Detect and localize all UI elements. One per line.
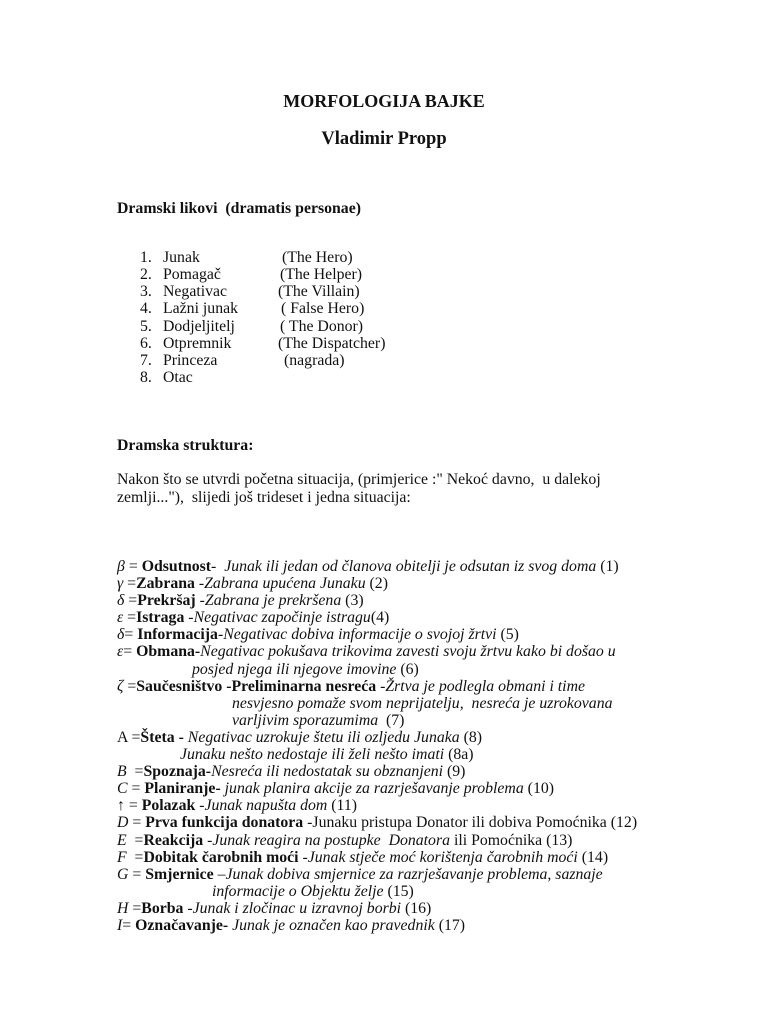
function-line xyxy=(117,678,757,695)
function-line xyxy=(117,849,757,866)
function-name: Smjernice xyxy=(145,865,214,883)
function-description: -Negativac dobiva informacije o svojoj žrtvi xyxy=(217,626,497,644)
function-line xyxy=(117,592,757,609)
function-number: (14) xyxy=(577,848,609,866)
function-line xyxy=(117,797,757,814)
document-title: MORFOLOGIJA BAJKE xyxy=(283,91,485,111)
function-item-13 xyxy=(117,832,757,849)
character-name: Negativac xyxy=(163,283,228,301)
function-item-16 xyxy=(117,900,757,917)
function-line xyxy=(117,558,757,575)
function-equals: = xyxy=(123,677,137,695)
function-symbol: γ xyxy=(117,575,124,593)
function-description: -Junak stječe moć korištenja čarobnih moći xyxy=(298,848,578,866)
function-line xyxy=(117,626,757,643)
function-item-4 xyxy=(117,609,757,626)
function-item-8 xyxy=(117,729,757,763)
list-number: 1. xyxy=(140,249,152,266)
character-role: ( False Hero) xyxy=(281,300,365,318)
function-line xyxy=(117,643,757,660)
function-number: (11) xyxy=(327,797,357,815)
function-line xyxy=(117,780,757,797)
function-variant-line xyxy=(117,746,757,763)
function-description: -Junak reagira na postupke Donatora xyxy=(203,831,451,849)
function-line xyxy=(117,609,757,626)
function-equals: = xyxy=(124,592,138,610)
function-name: Šteta - xyxy=(140,728,184,746)
function-name: Reakcija xyxy=(143,831,204,849)
function-continuation-line xyxy=(117,661,757,678)
function-description: -Zabrana upućena Junaku xyxy=(194,575,366,593)
function-number: (13) xyxy=(542,831,573,849)
section-heading-structure: Dramska struktura: xyxy=(117,437,254,454)
function-name: Borba xyxy=(141,899,184,917)
list-item xyxy=(0,249,768,266)
function-description: Junak je označen kao pravednik xyxy=(228,916,435,934)
character-name: Lažni junak xyxy=(163,300,239,318)
list-number: 6. xyxy=(140,334,152,352)
function-description: -Junak i zločinac u izravnoj borbi xyxy=(183,899,402,917)
function-symbol: β xyxy=(117,558,125,575)
list-number: 7. xyxy=(140,351,152,369)
function-equals: = xyxy=(124,626,138,644)
function-symbol: I xyxy=(117,916,123,934)
function-number: (1) xyxy=(596,558,619,575)
character-role: ( The Donor) xyxy=(280,317,364,335)
function-symbol: D xyxy=(117,814,129,832)
function-symbol: B xyxy=(117,763,127,781)
list-item xyxy=(0,369,768,386)
function-number: (6) xyxy=(396,660,419,678)
function-number: (17) xyxy=(434,916,466,934)
function-description-continued: varljivim sporazumima xyxy=(232,711,379,729)
function-equals: = xyxy=(127,780,145,798)
character-role: (The Helper) xyxy=(280,266,363,284)
function-variant-number: (8a) xyxy=(444,746,474,764)
function-item-3 xyxy=(117,592,757,609)
function-description: -Junaku pristupa Donator ili dobiva Pomoćnika xyxy=(303,814,607,832)
function-continuation-line xyxy=(117,883,757,900)
function-item-6 xyxy=(117,643,757,677)
function-line xyxy=(117,575,757,592)
list-item xyxy=(0,318,768,335)
function-name: Zabrana xyxy=(136,575,195,593)
character-name: Otpremnik xyxy=(163,334,232,352)
function-line xyxy=(117,917,757,934)
function-name: Spoznaja- xyxy=(143,763,212,781)
function-description: -Negativac započinje istragu xyxy=(184,609,371,627)
function-symbol: A xyxy=(117,728,128,746)
function-item-5 xyxy=(117,626,757,643)
character-name: Junak xyxy=(163,249,200,266)
function-continuation-line xyxy=(117,695,757,712)
function-number: (9) xyxy=(443,763,466,781)
function-symbol: δ xyxy=(117,592,125,610)
function-equals: = xyxy=(127,728,141,746)
intro-paragraph xyxy=(117,471,601,507)
function-number: (16) xyxy=(401,899,432,917)
function-number: (3) xyxy=(341,592,364,610)
function-name: Obmana- xyxy=(136,643,201,661)
function-symbol: ζ xyxy=(117,677,124,695)
function-line xyxy=(117,729,757,746)
character-name: Dodjeljitelj xyxy=(163,317,235,335)
function-description: -Zabrana je prekršena xyxy=(195,592,342,610)
intro-line: Nakon što se utvrdi početna situacija, (primjerice :" Nekoć davno, u dalekoj xyxy=(117,471,601,488)
function-name: Planiranje- xyxy=(144,780,221,798)
up-arrow-symbol: ↑ xyxy=(117,797,125,815)
list-number: 2. xyxy=(140,266,152,284)
list-number: 3. xyxy=(140,283,152,301)
function-description: Negativac pokušava trikovima zavesti svoju žrtvu kako bi došao u xyxy=(200,643,616,661)
function-item-10 xyxy=(117,780,757,797)
function-item-15 xyxy=(117,866,757,900)
function-number: (7) xyxy=(378,711,405,729)
function-item-1 xyxy=(117,558,757,575)
function-equals: = xyxy=(124,558,142,575)
function-item-12 xyxy=(117,814,757,831)
function-name: Polazak xyxy=(141,797,196,815)
list-item xyxy=(0,300,768,317)
function-name: Istraga xyxy=(136,609,185,627)
function-description: - Junak ili jedan od članova obitelji je odsutan iz svog doma xyxy=(211,558,597,575)
function-number: (8) xyxy=(459,728,483,746)
function-equals: = xyxy=(128,865,146,883)
character-role: (nagrada) xyxy=(284,351,345,369)
function-number: (12) xyxy=(606,814,638,832)
function-number: (5) xyxy=(496,626,519,644)
character-name: Otac xyxy=(163,368,193,386)
function-item-14 xyxy=(117,849,757,866)
function-symbol: ε xyxy=(117,609,124,627)
function-symbol: E xyxy=(117,831,127,849)
function-line xyxy=(117,763,757,780)
function-description: -Junak napušta dom xyxy=(195,797,328,815)
function-symbol: G xyxy=(117,865,129,883)
section-heading-characters: Dramski likovi (dramatis personae) xyxy=(117,200,361,217)
function-description-plain: ili Pomoćnika xyxy=(450,831,543,849)
functions-list xyxy=(117,558,757,934)
character-name: Pomagač xyxy=(163,266,221,284)
characters-list xyxy=(0,249,768,386)
character-role: (The Dispatcher) xyxy=(278,334,386,352)
function-variant-description: Junaku nešto nedostaje ili želi nešto imati xyxy=(180,746,445,764)
function-line xyxy=(117,866,757,883)
function-name: Odsutnost xyxy=(141,558,212,575)
function-name: Informacija xyxy=(137,626,218,644)
function-name: Prekršaj xyxy=(137,592,196,610)
function-name: Prva funkcija donatora xyxy=(145,814,304,832)
function-item-7 xyxy=(117,678,757,729)
function-symbol: F xyxy=(117,848,127,866)
function-number: (4) xyxy=(370,609,390,627)
list-item xyxy=(0,335,768,352)
function-equals: = xyxy=(126,763,144,781)
function-description: -Žrtva je podlegla obmani i time xyxy=(376,677,585,695)
function-item-2 xyxy=(117,575,757,592)
character-role: (The Villain) xyxy=(278,283,360,301)
function-continuation-line xyxy=(117,712,757,729)
function-number: (10) xyxy=(523,780,555,798)
function-description: Nesreća ili nedostatak su obznanjeni xyxy=(211,763,444,781)
function-equals: = xyxy=(128,814,146,832)
function-equals: = xyxy=(128,899,142,917)
function-symbol: C xyxy=(117,780,128,798)
list-item xyxy=(0,352,768,369)
function-line xyxy=(117,832,757,849)
function-symbol: ε xyxy=(117,643,124,661)
list-number: 4. xyxy=(140,300,152,318)
function-description: Negativac uzrokuje štetu ili ozljedu Junaka xyxy=(183,728,460,746)
function-name: Saučesništvo -Preliminarna nesreća xyxy=(136,677,377,695)
function-line xyxy=(117,900,757,917)
function-equals: = xyxy=(123,575,137,593)
function-number: (2) xyxy=(365,575,388,593)
function-symbol: δ xyxy=(117,626,125,644)
document-author: Vladimir Propp xyxy=(321,129,447,149)
function-description: –Junak dobiva smjernice za razrješavanje problema, saznaje xyxy=(213,865,603,883)
function-item-9 xyxy=(117,763,757,780)
function-item-11 xyxy=(117,797,757,814)
function-equals: = xyxy=(124,797,142,815)
function-equals: = xyxy=(126,831,144,849)
function-description-continued: posjed njega ili njegove imovine xyxy=(192,660,397,678)
list-item xyxy=(0,266,768,283)
function-description: junak planira akcije za razrješavanje problema xyxy=(220,780,524,798)
function-line xyxy=(117,814,757,831)
function-equals: = xyxy=(123,643,137,661)
function-name: Označavanje- xyxy=(135,916,229,934)
intro-line: zemlji..."), slijedi još trideset i jedna situacija: xyxy=(117,489,411,506)
function-equals: = xyxy=(122,916,136,934)
function-equals: = xyxy=(126,848,144,866)
function-equals: = xyxy=(123,609,137,627)
character-role: (The Hero) xyxy=(282,249,353,266)
function-description-continued: nesvjesno pomaže svom neprijatelju, nesreća je uzrokovana xyxy=(232,694,613,712)
function-name: Dobitak čarobnih moći xyxy=(143,848,299,866)
function-item-17 xyxy=(117,917,757,934)
character-name: Princeza xyxy=(163,351,218,369)
function-number: (15) xyxy=(383,882,414,900)
function-description-continued: informacije o Objektu želje xyxy=(212,882,384,900)
list-item xyxy=(0,283,768,300)
list-number: 8. xyxy=(140,368,152,386)
list-number: 5. xyxy=(140,317,152,335)
function-symbol: H xyxy=(117,899,129,917)
